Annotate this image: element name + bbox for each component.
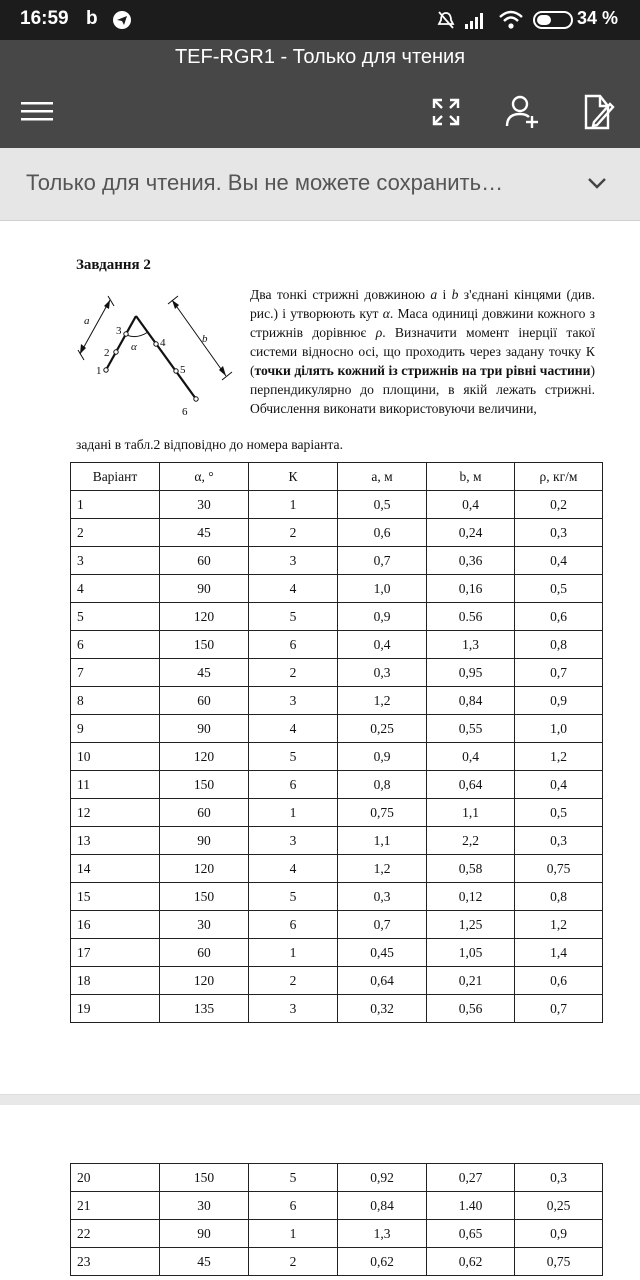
- battery-icon: [533, 10, 575, 30]
- table-cell: 0,4: [338, 631, 427, 659]
- table-cell: 150: [160, 771, 249, 799]
- table-row: [71, 799, 603, 827]
- table-cell: 60: [160, 799, 249, 827]
- rods-figure: [74, 284, 244, 424]
- wifi-icon: [498, 9, 524, 31]
- table-cell: 11: [71, 771, 160, 799]
- task-heading: Завдання 2: [76, 257, 151, 273]
- table-cell: 1,2: [338, 687, 427, 715]
- table-cell: 6: [249, 911, 338, 939]
- table-cell: 3: [71, 547, 160, 575]
- table-cell: 2: [71, 519, 160, 547]
- table-cell: 1,3: [427, 631, 515, 659]
- table-cell: 0,9: [338, 603, 427, 631]
- table-cell: 4: [249, 575, 338, 603]
- table-cell: 0,12: [427, 883, 515, 911]
- table-row: [71, 519, 603, 547]
- table-cell: 0,7: [338, 547, 427, 575]
- table-cell: 0,64: [338, 967, 427, 995]
- table-row: [71, 743, 603, 771]
- table-cell: 1: [71, 491, 160, 519]
- table-cell: 0,27: [427, 1164, 515, 1192]
- table-cell: 18: [71, 967, 160, 995]
- table-cell: 1,2: [515, 743, 603, 771]
- table-cell: 90: [160, 575, 249, 603]
- table-cell: 5: [249, 883, 338, 911]
- label-alpha: α: [131, 341, 137, 353]
- table-cell: 0,92: [338, 1164, 427, 1192]
- table-row: [71, 855, 603, 883]
- mute-bell-icon: [436, 10, 456, 30]
- table-cell: 3: [249, 547, 338, 575]
- table-cell: 1,4: [515, 939, 603, 967]
- table-cell: 23: [71, 1248, 160, 1276]
- table-cell: 0,5: [338, 491, 427, 519]
- header-b: b, м: [427, 463, 515, 491]
- table-cell: 1,05: [427, 939, 515, 967]
- table-cell: 10: [71, 743, 160, 771]
- table-cell: 120: [160, 603, 249, 631]
- table-row: [71, 1192, 603, 1220]
- chevron-down-icon[interactable]: [586, 172, 608, 194]
- header-variant: Варіант: [71, 463, 160, 491]
- table-cell: 3: [249, 827, 338, 855]
- table-cell: 1,0: [338, 575, 427, 603]
- para-text: і: [437, 287, 452, 302]
- table-cell: 19: [71, 995, 160, 1023]
- para-var-rho: ρ: [375, 325, 383, 340]
- hamburger-icon[interactable]: [18, 92, 58, 132]
- table-cell: 22: [71, 1220, 160, 1248]
- table-cell: 0,5: [515, 575, 603, 603]
- para-text: ) перпендикулярно до площини, в якій лежать стрижні. Обчислення виконати використовуючи величини,: [250, 363, 595, 416]
- table-row: [71, 715, 603, 743]
- table-cell: 0,75: [515, 1248, 603, 1276]
- table-cell: 6: [249, 631, 338, 659]
- table-cell: 0,9: [515, 1220, 603, 1248]
- table-cell: 2: [249, 1248, 338, 1276]
- table-cell: 2,2: [427, 827, 515, 855]
- label-point-6: 6: [182, 406, 188, 418]
- table-cell: 0,2: [515, 491, 603, 519]
- table-cell: 2: [249, 659, 338, 687]
- table-cell: 30: [160, 911, 249, 939]
- table-cell: 150: [160, 1164, 249, 1192]
- table-cell: 0,3: [515, 519, 603, 547]
- variants-table-continued: [70, 1163, 603, 1276]
- signal-icon: [464, 10, 488, 30]
- table-body: [71, 491, 603, 1023]
- table-cell: 0,7: [515, 995, 603, 1023]
- label-b: b: [202, 333, 208, 345]
- table-cell: 0,3: [515, 827, 603, 855]
- table-cell: 0,4: [515, 771, 603, 799]
- table-row: [71, 1248, 603, 1276]
- table-row: [71, 1164, 603, 1192]
- table-row: [71, 911, 603, 939]
- table-cell: 0,32: [338, 995, 427, 1023]
- table-cell: 60: [160, 939, 249, 967]
- table-cell: 21: [71, 1192, 160, 1220]
- table-cell: 0,58: [427, 855, 515, 883]
- battery-percent: 34 %: [576, 8, 618, 28]
- table-cell: 1: [249, 799, 338, 827]
- table-row: [71, 771, 603, 799]
- table-cell: 1,25: [427, 911, 515, 939]
- table-cell: 14: [71, 855, 160, 883]
- table-header-row: [71, 463, 603, 491]
- table-cell: 6: [249, 1192, 338, 1220]
- table-cell: 0,75: [515, 855, 603, 883]
- para-text: Два тонкі стрижні довжиною: [250, 287, 431, 302]
- table-cell: 120: [160, 967, 249, 995]
- table-row: [71, 491, 603, 519]
- para-text: з'єднані кінцями (див. рис.) і утворюють кут: [250, 287, 595, 321]
- table-cell: 2: [249, 967, 338, 995]
- document-page: [0, 222, 640, 1094]
- table-cell: 0,3: [338, 659, 427, 687]
- table-cell: 5: [249, 1164, 338, 1192]
- table-cell: 60: [160, 547, 249, 575]
- table-row: [71, 547, 603, 575]
- header-k: К: [249, 463, 338, 491]
- fullscreen-icon[interactable]: [426, 92, 466, 132]
- table-cell: 16: [71, 911, 160, 939]
- telegram-icon: [112, 10, 132, 30]
- table-row: [71, 883, 603, 911]
- table-cell: 45: [160, 659, 249, 687]
- table-cell: 30: [160, 1192, 249, 1220]
- table-cell: 0,64: [427, 771, 515, 799]
- table-cell: 0,9: [515, 687, 603, 715]
- edit-document-icon[interactable]: [578, 92, 618, 132]
- table-cell: 150: [160, 883, 249, 911]
- table-cell: 0,8: [515, 883, 603, 911]
- para-text: . Визначити момент інерції такої системи відносно осі, що проходить через задану точку К (: [250, 325, 596, 378]
- label-point-5: 5: [180, 364, 186, 376]
- table-cell: 0,8: [338, 771, 427, 799]
- table-cell: 30: [160, 491, 249, 519]
- table-cell: 45: [160, 1248, 249, 1276]
- table-cell: 9: [71, 715, 160, 743]
- table-cell: 0,7: [338, 911, 427, 939]
- table-cell: 4: [249, 855, 338, 883]
- label-point-4: 4: [160, 337, 166, 349]
- table-cell: 3: [249, 687, 338, 715]
- table-cell: 8: [71, 687, 160, 715]
- table-cell: 4: [71, 575, 160, 603]
- table-cell: 0,7: [515, 659, 603, 687]
- para-var-alpha: α: [382, 306, 390, 321]
- table-row: [71, 575, 603, 603]
- table-cell: 90: [160, 1220, 249, 1248]
- table-cell: 1: [249, 491, 338, 519]
- variants-table: [70, 462, 603, 1023]
- table-cell: 0,55: [427, 715, 515, 743]
- table-cell: 12: [71, 799, 160, 827]
- label-point-1: 1: [96, 365, 102, 377]
- table-cell: 90: [160, 827, 249, 855]
- table-cell: 0,8: [515, 631, 603, 659]
- table-cell: 0,84: [338, 1192, 427, 1220]
- para-text: . Маса одиниці довжини кожного з стрижнів дорівнює: [250, 306, 596, 340]
- table-row: [71, 631, 603, 659]
- label-point-2: 2: [104, 347, 110, 359]
- status-time: 16:59: [20, 8, 69, 29]
- table-row: [71, 603, 603, 631]
- table-cell: 1,0: [515, 715, 603, 743]
- table-body: [71, 1164, 603, 1276]
- table-cell: 60: [160, 687, 249, 715]
- table-cell: 5: [249, 743, 338, 771]
- table-row: [71, 659, 603, 687]
- table-row: [71, 939, 603, 967]
- table-cell: 0,36: [427, 547, 515, 575]
- table-cell: 0,24: [427, 519, 515, 547]
- table-cell: 0,6: [515, 603, 603, 631]
- header-alpha: α, °: [160, 463, 249, 491]
- table-cell: 0,4: [515, 547, 603, 575]
- table-cell: 0,6: [338, 519, 427, 547]
- table-cell: 2: [249, 519, 338, 547]
- table-cell: 0,25: [338, 715, 427, 743]
- table-cell: 1,1: [338, 827, 427, 855]
- table-cell: 0,84: [427, 687, 515, 715]
- table-cell: 13: [71, 827, 160, 855]
- table-cell: 0,6: [515, 967, 603, 995]
- document-title: TEF-RGR1 - Только для чтения: [174, 46, 466, 68]
- table-cell: 0,45: [338, 939, 427, 967]
- table-cell: 1.40: [427, 1192, 515, 1220]
- label-point-3: 3: [116, 325, 122, 337]
- table-cell: 6: [249, 771, 338, 799]
- banner-text: Только для чтения. Вы не можете сохранить…: [26, 170, 504, 195]
- table-cell: 0,65: [427, 1220, 515, 1248]
- table-cell: 7: [71, 659, 160, 687]
- table-cell: 1,2: [515, 911, 603, 939]
- table-cell: 0,4: [427, 491, 515, 519]
- table-cell: 0,62: [427, 1248, 515, 1276]
- table-cell: 0,75: [338, 799, 427, 827]
- table-cell: 120: [160, 743, 249, 771]
- table-cell: 5: [71, 603, 160, 631]
- table-cell: 1,1: [427, 799, 515, 827]
- table-row: [71, 1220, 603, 1248]
- app-b-icon: b: [86, 8, 98, 29]
- add-person-icon[interactable]: [502, 92, 542, 132]
- table-cell: 4: [249, 715, 338, 743]
- table-cell: 0,16: [427, 575, 515, 603]
- task-paragraph: [250, 285, 595, 418]
- task-paragraph-end: задані в табл.2 відповідно до номера варіанта.: [76, 437, 343, 452]
- table-cell: 150: [160, 631, 249, 659]
- table-row: [71, 827, 603, 855]
- table-cell: 0,62: [338, 1248, 427, 1276]
- table-cell: 0,4: [427, 743, 515, 771]
- table-cell: 90: [160, 715, 249, 743]
- table-cell: 135: [160, 995, 249, 1023]
- table-cell: 1,2: [338, 855, 427, 883]
- table-cell: 0,9: [338, 743, 427, 771]
- table-cell: 0,3: [515, 1164, 603, 1192]
- table-row: [71, 687, 603, 715]
- table-cell: 20: [71, 1164, 160, 1192]
- table-cell: 5: [249, 603, 338, 631]
- read-only-banner[interactable]: [0, 148, 640, 221]
- table-cell: 17: [71, 939, 160, 967]
- table-row: [71, 995, 603, 1023]
- table-cell: 1,3: [338, 1220, 427, 1248]
- header-rho: ρ, кг/м: [515, 463, 603, 491]
- para-var-a: a: [430, 287, 438, 302]
- status-bar: [0, 0, 640, 40]
- table-cell: 0,5: [515, 799, 603, 827]
- table-row: [71, 967, 603, 995]
- table-cell: 45: [160, 519, 249, 547]
- document-page-2: [0, 1105, 640, 1280]
- table-cell: 6: [71, 631, 160, 659]
- table-cell: 0,21: [427, 967, 515, 995]
- table-cell: 3: [249, 995, 338, 1023]
- table-cell: 0,95: [427, 659, 515, 687]
- app-bar: [0, 40, 640, 148]
- table-cell: 0,25: [515, 1192, 603, 1220]
- header-a: a, м: [338, 463, 427, 491]
- label-a: a: [84, 315, 90, 327]
- table-cell: 0,3: [338, 883, 427, 911]
- table-cell: 120: [160, 855, 249, 883]
- table-cell: 0,56: [427, 995, 515, 1023]
- para-bold-text: точки ділять кожний із стрижнів на три рівні частини: [254, 363, 591, 378]
- table-cell: 1: [249, 1220, 338, 1248]
- table-cell: 1: [249, 939, 338, 967]
- table-cell: 0.56: [427, 603, 515, 631]
- table-cell: 15: [71, 883, 160, 911]
- para-var-b: b: [451, 287, 459, 302]
